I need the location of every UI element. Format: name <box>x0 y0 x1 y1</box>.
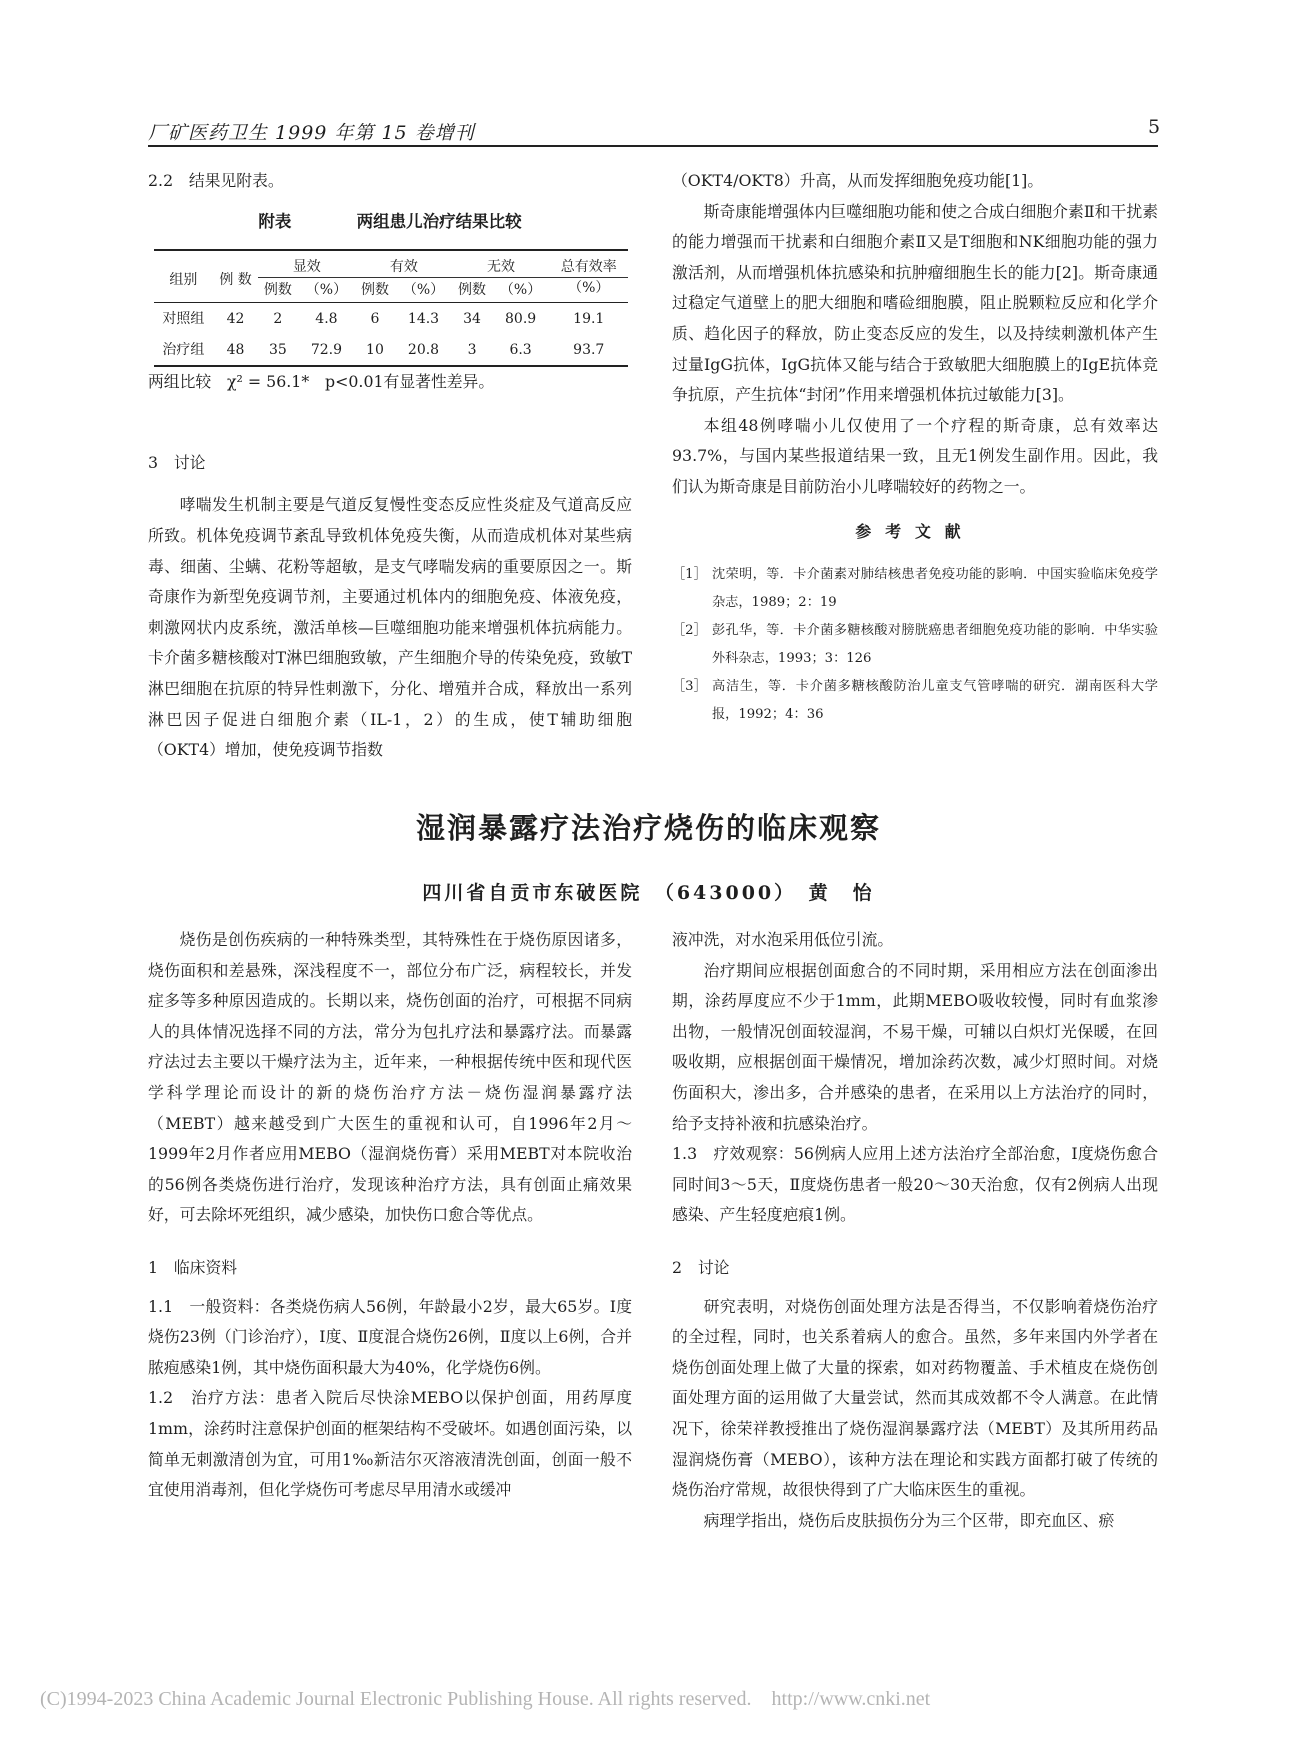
cell-count: 35 <box>268 341 287 358</box>
col-xianxiao: 显效 <box>258 250 355 278</box>
intro-paragraph: 烧伤是创伤疾病的一种特殊类型，其特殊性在于烧伤原因诸多，烧伤面积和差悬殊，深浅程度不一，部位分布广泛，病程较长，并发症多等多种原因造成的。长期以来，烧伤创面的治疗，可根据不同病人的具体情况选择不同的方法，常分为包扎疗法和暴露疗法。而暴露疗法过去主要以干燥疗法为主，近年来，一种根据传统中医和现代医学科学理论而设计的新的烧伤治疗方法－烧伤湿润暴露疗法（MEBT）越来越受到广大医生的重视和认可，自1996年2月～1999年2月作者应用MEBO（湿润烧伤膏）采用MEBT对本院收治的56例各类烧伤进行治疗，发现该种治疗方法，具有创面止痛效果好，可去除坏死组织，减少感染，加快伤口愈合等优点。 <box>148 930 632 1225</box>
sub-pct: （%） <box>402 282 445 299</box>
col-cases: 例 数 <box>219 271 252 288</box>
sub-pct: （%） <box>305 282 348 299</box>
article-author: 四川省自贡市东破医院 （643000） 黄 怡 <box>422 882 875 904</box>
cell-count: 3 <box>467 341 477 358</box>
section-3-title: 3 讨论 <box>148 452 206 472</box>
cell-pct: 80.9 <box>505 310 537 327</box>
table-row <box>154 303 628 335</box>
discussion-paragraph: 斯奇康能增强体内巨噬细胞功能和使之合成白细胞介素Ⅱ和干扰素的能力增强而干扰素和白细胞介素Ⅱ又是T细胞和NK细胞功能的强力激活剂，从而增强机体抗感染和抗肿瘤细胞生长的能力[2]。斯奇康通过稳定气道壁上的肥大细胞和嗜硷细胞膜，阻止脱颗粒反应和化学介质、趋化因子的释放，防止变态反应的发生，以及持续刺激机体产生过量IgG抗体，IgG抗体又能与结合于致敏肥大细胞膜上的IgE抗体竞争抗原，产生抗体“封闭”作用来增强机体抗过敏能力[3]。 <box>672 201 1158 405</box>
cell-pct: 6.3 <box>509 341 532 358</box>
left-column-top <box>148 166 632 766</box>
page-number: 5 <box>1148 116 1161 138</box>
reference-item <box>672 561 1158 617</box>
paragraph-1-3: 1.3 疗效观察：56例病人应用上述方法治疗全部治愈，Ⅰ度烧伤愈合同时间3～5天，Ⅱ度烧伤患者一般20～30天治愈，仅有2例病人出现感染、产生轻度疤痕1例。 <box>672 1144 1158 1225</box>
col-youxiao: 有效 <box>355 250 452 278</box>
discussion-paragraph: 研究表明，对烧伤创面处理方法是否得当，不仅影响着烧伤治疗的全过程，同时，也关系着病人的愈合。虽然，多年来国内外学者在烧伤创面处理上做了大量的探索，如对药物覆盖、手术植皮在烧伤创面处理方面的运用做了大量尝试，然而其成效都不令人满意。在此情况下，徐荣祥教授推出了烧伤湿润暴露疗法（MEBT）及其所用药品湿润烧伤膏（MEBO），该种方法在理论和实践方面都打破了传统的烧伤治疗常规，故很快得到了广大临床医生的重视。 <box>672 1296 1158 1500</box>
left-column-bottom <box>148 925 632 1506</box>
article-title: 湿润暴露疗法治疗烧伤的临床观察 <box>415 811 881 845</box>
col-wuxiao: 无效 <box>452 250 549 278</box>
reference-number: ［3］ <box>672 679 707 695</box>
cell-total: 19.1 <box>573 310 605 327</box>
reference-number: ［1］ <box>672 567 707 583</box>
copyright-text: (C)1994-2023 China Academic Journal Electronic Publishing House. All rights reserved. <box>40 1688 752 1710</box>
paragraph-1-2: 1.2 治疗方法：患者入院后尽快涂MEBO以保护创面，用药厚度1mm，涂药时注意保护创面的框架结构不受破坏。如遇创面污染，以简单无刺激清创为宜，可用1‰新洁尔灭溶液清洗创面，创面一般不宜使用消毒剂，但化学烧伤可考虑尽早用清水或缓冲 <box>148 1388 632 1500</box>
results-table <box>154 249 628 367</box>
table-caption-title: 两组患儿治疗结果比较 <box>356 211 522 231</box>
section-2-title: 2 讨论 <box>672 1257 730 1277</box>
reference-item <box>672 617 1158 673</box>
cell-cases: 48 <box>226 341 245 358</box>
reference-text: 彭孔华，等．卡介菌多糖核酸对膀胱癌患者细胞免疫功能的影响．中华实验外科杂志，1993；3：126 <box>712 623 1158 667</box>
copyright-notice <box>40 1688 930 1711</box>
discussion-paragraph: 哮喘发生机制主要是气道反复慢性变态反应性炎症及气道高反应所致。机体免疫调节紊乱导致机体免疫失衡，从而造成机体对某些病毒、细菌、尘螨、花粉等超敏，是支气哮喘发病的重要原因之一。斯奇康作为新型免疫调节剂，主要通过机体内的细胞免疫、体液免疫，刺激网状内皮系统，激活单核—巨噬细胞功能来增强机体抗病能力。卡介菌多糖核酸对T淋巴细胞致敏，产生细胞介导的传染免疫，致敏T淋巴细胞在抗原的特异性刺激下，分化、增殖并合成，释放出一系列淋巴因子促进白细胞介素（IL-1，2）的生成，使T辅助细胞（OKT4）增加，使免疫调节指数 <box>148 495 632 760</box>
sub-count: 例数 <box>360 282 389 299</box>
cell-group: 治疗组 <box>162 341 205 358</box>
cell-cases: 42 <box>226 310 245 327</box>
table-caption <box>148 207 632 238</box>
table-caption-label: 附表 <box>258 211 292 231</box>
sub-count: 例数 <box>458 282 487 299</box>
col-group: 组别 <box>169 271 198 288</box>
journal-header: 厂矿医药卫生 1999 年第 15 卷增刊 <box>148 122 475 144</box>
cell-count: 34 <box>463 310 481 327</box>
section-1-title: 1 临床资料 <box>148 1257 238 1277</box>
section-2-2: 2.2 结果见附表。 <box>148 171 284 190</box>
header-rule <box>148 145 1158 147</box>
col-total: 总有效率 <box>550 250 628 278</box>
cell-count: 10 <box>366 341 384 358</box>
right-column-top <box>672 166 1158 729</box>
cell-count: 6 <box>370 310 380 327</box>
reference-text: 沈荣明，等．卡介菌素对肺结核患者免疫功能的影响．中国实验临床免疫学杂志，1989；2：19 <box>712 567 1158 611</box>
sub-count: 例数 <box>263 282 292 299</box>
pathology-paragraph: 病理学指出，烧伤后皮肤损伤分为三个区带，即充血区、瘀 <box>703 1510 1115 1530</box>
references-title: 参考文献 <box>855 521 975 541</box>
reference-text: 高洁生，等．卡介菌多糖核酸防治儿童支气管哮喘的研究．湖南医科大学报，1992；4：36 <box>712 679 1158 723</box>
reference-item <box>672 673 1158 729</box>
treatment-paragraph: 治疗期间应根据创面愈合的不同时期，采用相应方法在创面渗出期，涂药厚度应不少于1mm，此期MEBO吸收较慢，同时有血浆渗出物，一般情况创面较湿润，不易干燥，可辅以白炽灯光保暖，在回吸收期，应根据创面干燥情况，增加涂药次数，减少灯照时间。对烧伤面积大，渗出多，合并感染的患者，在采用以上方法治疗的同时，给予支持补液和抗感染治疗。 <box>672 960 1158 1133</box>
sub-pct: （%） <box>499 282 542 299</box>
discussion-continued: （OKT4/OKT8）升高，从而发挥细胞免疫功能[1]。 <box>672 171 1044 190</box>
cell-pct: 72.9 <box>310 341 343 358</box>
paragraph-continued: 液冲洗，对水泡采用低位引流。 <box>672 930 894 949</box>
cell-group: 对照组 <box>162 310 205 327</box>
sub-pct: （%） <box>568 280 610 297</box>
reference-number: ［2］ <box>672 623 707 639</box>
cell-pct: 4.8 <box>315 310 338 327</box>
cell-count: 2 <box>273 310 283 327</box>
table-note: 两组比较 χ² = 56.1* p<0.01有显著性差异。 <box>148 372 495 392</box>
cell-pct: 14.3 <box>407 310 440 327</box>
table-row <box>154 334 628 366</box>
right-column-bottom <box>672 925 1158 1536</box>
conclusion-paragraph: 本组48例哮喘小儿仅使用了一个疗程的斯奇康，总有效率达93.7%，与国内某些报道结果一致，且无1例发生副作用。因此，我们认为斯奇康是目前防治小儿哮喘较好的药物之一。 <box>672 415 1158 496</box>
paragraph-1-1: 1.1 一般资料：各类烧伤病人56例，年龄最小2岁，最大65岁。Ⅰ度烧伤23例（门诊治疗），Ⅰ度、Ⅱ度混合烧伤26例，Ⅱ度以上6例，合并脓疱感染1例，其中烧伤面积最大为40%，化学烧伤6例。 <box>148 1296 632 1377</box>
cnki-url: http://www.cnki.net <box>771 1688 931 1710</box>
cell-pct: 20.8 <box>407 341 440 358</box>
cell-total: 93.7 <box>573 341 605 358</box>
